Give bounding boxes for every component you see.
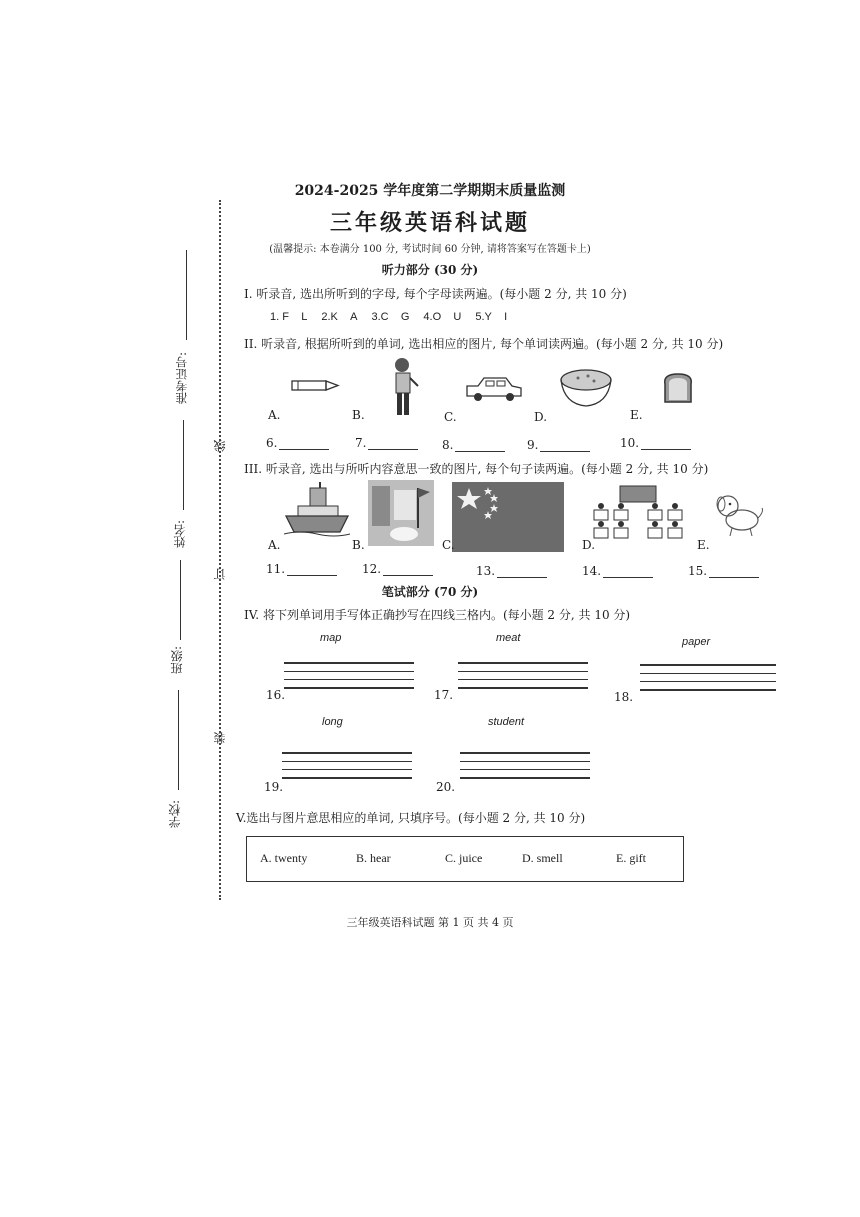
word-17-meat: meat (496, 632, 521, 644)
boy-icon (388, 356, 420, 418)
section3-title: III. 听录音, 选出与所听内容意思一致的图片, 每个句子读两遍。(每小题 2 分, 共 10 分) (244, 462, 709, 476)
letter-item: 2.K A (321, 311, 358, 323)
exam-no-label: 准考证号: (175, 352, 189, 405)
section3-label-b: B. (352, 538, 365, 552)
option-a: A. twenty (260, 851, 308, 865)
section3-label-c: C. (442, 538, 455, 552)
answer-blank-9[interactable]: 9. (527, 438, 590, 452)
section2-label-e: E. (630, 408, 643, 422)
four-line-grid-16[interactable] (284, 662, 414, 696)
classroom-flag-photo (368, 480, 434, 546)
section2-title: II. 听录音, 根据所听到的单词, 选出相应的图片, 每个单词读两遍。(每小题 2 分, 共 10 分) (244, 337, 724, 351)
four-line-grid-17[interactable] (458, 662, 588, 696)
section4-title: IV. 将下列单词用手写体正确抄写在四线三格内。(每小题 2 分, 共 10 分) (244, 608, 631, 622)
answer-blank-8[interactable]: 8. (442, 438, 505, 452)
name-line (183, 420, 184, 510)
answer-blank-10[interactable]: 10. (620, 436, 691, 450)
section3-label-e: E. (697, 538, 710, 552)
section1-options (270, 311, 650, 323)
binding-dotted-line (219, 200, 221, 900)
bread-icon (660, 370, 696, 406)
binding-mark-line: 线 (213, 440, 227, 452)
four-line-grid-18[interactable] (640, 664, 776, 698)
class-label: 班级: (170, 646, 184, 675)
listening-part-title: 听力部分 (30 分) (381, 263, 479, 277)
option-c: C. juice (445, 851, 483, 865)
option-e: E. gift (616, 851, 646, 865)
item-number-20: 20. (436, 780, 456, 794)
four-line-grid-20[interactable] (460, 752, 590, 786)
name-label: 姓名: (173, 520, 187, 549)
page-footer: 三年级英语科试题 第 1 页 共 4 页 (346, 916, 514, 929)
word-18-paper: paper (682, 636, 711, 648)
item-number-19: 19. (264, 780, 284, 794)
school-label: 学校: (168, 800, 182, 829)
answer-blank-12[interactable]: 12. (362, 562, 433, 576)
section1-title: I. 听录音, 选出所听到的字母, 每个字母读两遍。(每小题 2 分, 共 10 分) (244, 287, 627, 301)
answer-blank-11[interactable]: 11. (266, 562, 337, 576)
four-line-grid-19[interactable] (282, 752, 412, 786)
pencil-icon (290, 378, 340, 394)
class-line (180, 560, 181, 640)
classroom-icon (590, 482, 686, 550)
exam-tip: (温馨提示: 本卷满分 100 分, 考试时间 60 分钟, 请将答案写在答题卡上) (269, 244, 591, 255)
answer-blank-13[interactable]: 13. (476, 564, 547, 578)
item-number-16: 16. (266, 688, 286, 702)
option-b: B. hear (356, 851, 391, 865)
letter-item: 5.Y I (475, 311, 508, 323)
option-d: D. smell (522, 851, 563, 865)
answer-blank-14[interactable]: 14. (582, 564, 653, 578)
section5-title: V.选出与图片意思相应的单词, 只填序号。(每小题 2 分, 共 10 分) (236, 811, 586, 825)
binding-mark-ding: 订 (213, 568, 227, 580)
school-line (178, 690, 179, 790)
letter-item: 3.C G (371, 311, 410, 323)
section3-label-a: A. (268, 538, 281, 552)
answer-blank-15[interactable]: 15. (688, 564, 759, 578)
section2-label-d: D. (534, 410, 548, 424)
writing-part-title: 笔试部分 (70 分) (381, 585, 479, 599)
section3-label-d: D. (582, 538, 596, 552)
section2-label-c: C. (444, 410, 457, 424)
answer-blank-6[interactable]: 6. (266, 436, 329, 450)
word-16-map: map (320, 632, 342, 644)
exam-main-title: 三年级英语科试题 (329, 210, 530, 236)
exam-year-title: 2024-2025 学年度第二学期期末质量监测 (294, 183, 566, 199)
car-icon (464, 374, 524, 404)
letter-item: 4.O U (423, 311, 462, 323)
item-number-17: 17. (434, 688, 454, 702)
binding-mark-zhuang: 装 (213, 732, 227, 744)
word-19-long: long (322, 716, 343, 728)
dog-icon (712, 490, 766, 540)
section2-label-b: B. (352, 408, 365, 422)
letter-item: 1. F L (270, 311, 308, 323)
item-number-18: 18. (614, 690, 634, 704)
rice-bowl-icon (558, 366, 614, 410)
china-flag-icon (452, 482, 564, 552)
word-20-student: student (488, 716, 525, 728)
section2-label-a: A. (268, 408, 281, 422)
ship-icon (284, 482, 350, 538)
answer-blank-7[interactable]: 7. (355, 436, 418, 450)
